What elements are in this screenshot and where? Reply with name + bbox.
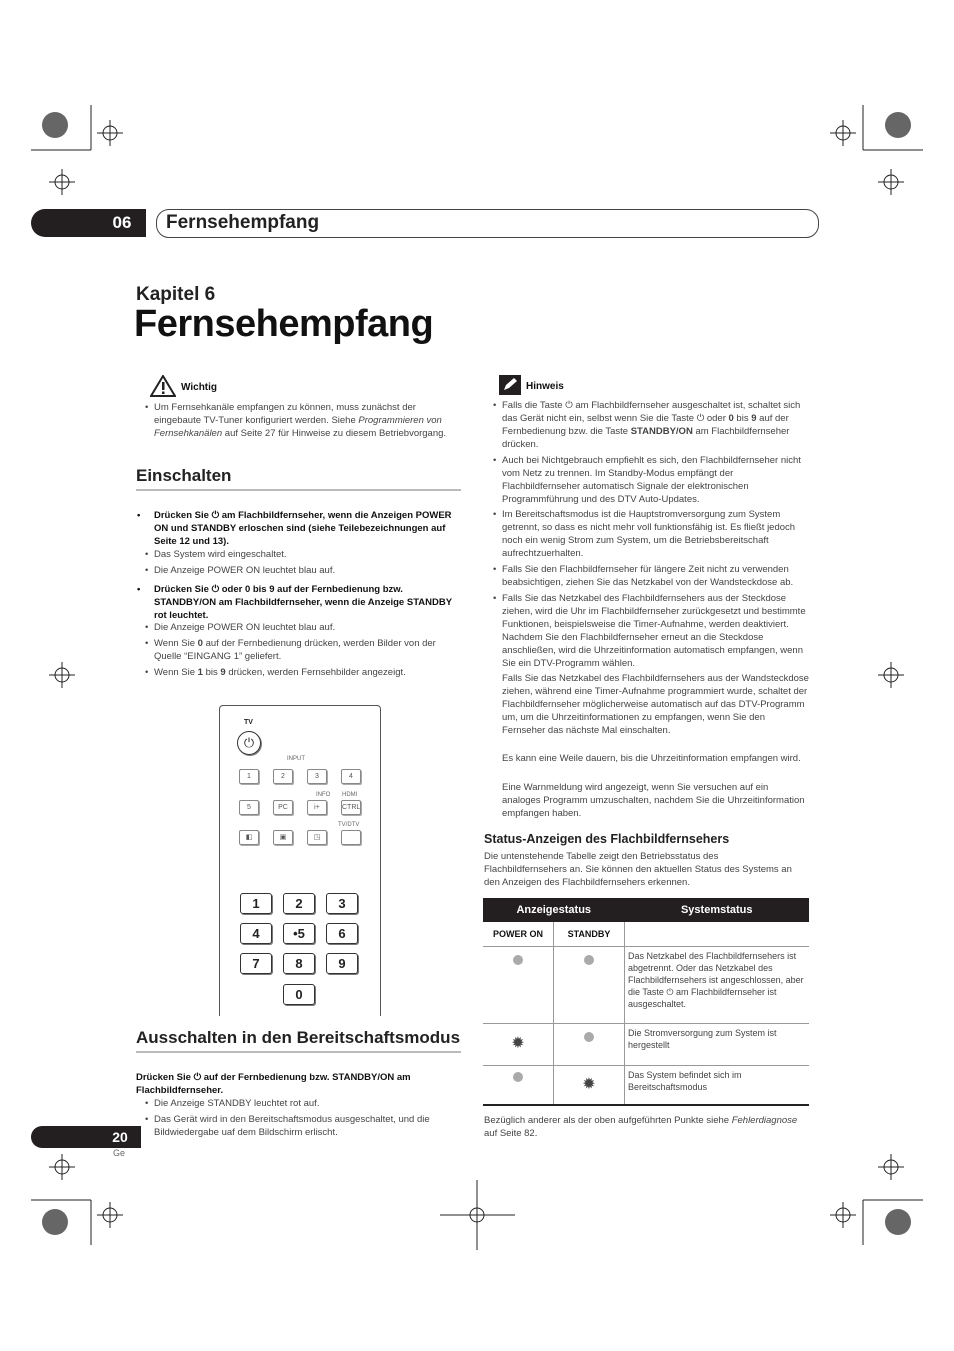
important-text: • Um Fernsehkanäle empfangen zu können, muss zunächst der eingebaute TV-Tuner konfiguriert werden. Siehe Programmieren von Fernsehkanälen auf Seite 27 für Hinweise zu diesem Betriebvorgang.	[154, 401, 459, 440]
page-title: Fernsehempfang	[134, 303, 434, 345]
indicator-off-icon	[513, 1072, 523, 1082]
list-item: • Im Bereitschaftsmodus ist die Hauptstromversorgung zum System getrennt, so dass es nicht mehr voll funktionsfähig ist. Es fließt jedoch noch ein wenig Strom zum System, um die Betriebsbereitschaft aufrechtzuerhalten.	[502, 508, 809, 560]
page-number: 20	[112, 1129, 128, 1145]
section-title-einschalten: Einschalten	[136, 466, 232, 485]
input-5-button[interactable]: 5	[239, 800, 259, 815]
status-desc: Die Stromversorgung zum System ist hergestellt	[625, 1023, 810, 1065]
table-footer: Bezüglich anderer als der oben aufgeführten Punkte siehe Fehlerdiagnose auf Seite 82.	[484, 1115, 798, 1139]
list-item: • Falls Sie das Netzkabel des Flachbildfernsehers aus der Steckdose ziehen, wird die Uhr im Flachbildfernseher zurückgesetzt und bestimmte Funktionen, beispielsweise die Timer-Aufnahme, werden deaktiviert. Nachdem Sie den Flachbildfernseher erneut an die Steckdose anschließen, wird die Uhrzeitinformation automatisch empfangen, wenn Sie ein DTV-Programm wählen.	[502, 592, 809, 670]
step-1: • Drücken Sie ⏻ am Flachbildfernseher, wenn die Anzeigen POWER ON und STANDBY erloschen sind (siehe Teilebezeichnungen auf Seite 12 und 13).	[137, 510, 452, 547]
status-desc: Das System befindet sich im Bereitschaftsmodus	[625, 1065, 810, 1105]
important-label: Wichtig	[181, 382, 218, 393]
list-item: • Die Anzeige STANDBY leuchtet rot auf.	[154, 1097, 454, 1110]
input-1-button[interactable]: 1	[239, 769, 259, 784]
power-button[interactable]: ⏻	[237, 731, 261, 755]
number-7-button[interactable]: 7	[240, 953, 272, 974]
remote-control-illustration	[219, 705, 381, 1016]
subpicture-button[interactable]: ◳	[307, 830, 327, 845]
hdmi-ctrl-button[interactable]: CTRL	[341, 800, 361, 815]
indicator-off-icon	[513, 955, 523, 965]
list-item: • Wenn Sie 0 auf der Fernbedienung drücken, werden Bilder von der Quelle “EINGANG 1” geliefert.	[154, 637, 460, 663]
table-row	[483, 946, 809, 1023]
number-1-button[interactable]: 1	[240, 893, 272, 914]
col-system: Systemstatus	[625, 898, 810, 922]
section-rule	[136, 489, 461, 491]
list-item: • Auch bei Nichtgebrauch empfiehlt es sich, den Flachbildfernseher nicht vom Netz zu trennen. Im Standby-Modus empfängt der Flachbildfernseher automatisch Signale der elektronischen Programmführung und des DTV Auto-Updates.	[502, 454, 809, 506]
page-language: Ge	[113, 1148, 126, 1158]
chapter-label: Kapitel 6	[136, 284, 216, 305]
tvdtv-button[interactable]	[341, 830, 361, 845]
list-item: • Falls die Taste ⏻ am Flachbildfernseher ausgeschaltet ist, schaltet sich das Gerät nicht ein, selbst wenn Sie die Taste ⏻ oder 0 bis 9 auf der Fernbedienung bzw. die Taste STANDBY/ON am Flachbildfernseher drücken.	[502, 399, 809, 451]
input-label: INPUT	[287, 756, 305, 762]
paragraph: Falls Sie das Netzkabel des Flachbildfernsehers aus der Wandsteckdose ziehen, während eine Timer-Aufnahme programmiert wurde, schaltet der Flachbildfernseher möglicherweise automatisch auf das DTV-Programm um, um die Uhrzeitinformationen zu empfangen, wenn Sie den Fernseher das nächste Mal einschalten.	[502, 673, 809, 736]
input-4-button[interactable]: 4	[341, 769, 361, 784]
indicator-on-icon: ✹	[483, 1023, 554, 1065]
power-icon: ⏻	[565, 400, 573, 411]
list-item: • Die Anzeige POWER ON leuchtet blau auf.	[154, 621, 454, 634]
paragraph: Eine Warnmeldung wird angezeigt, wenn Sie versuchen auf ein analoges Programm umzuschalten, nachdem Sie die Uhrzeitinformation empfangen haben.	[502, 782, 805, 819]
list-item: • Das Gerät wird in den Bereitschaftsmodus ausgeschaltet, und die Bildwiedergabe uaf dem Bildschirm erlischt.	[154, 1113, 460, 1139]
section-title-ausschalten: Ausschalten in den Bereitschaftsmodus	[136, 1028, 461, 1047]
note-icon	[499, 375, 521, 395]
power-icon: ⏻	[211, 584, 220, 595]
list-item: • Die Anzeige POWER ON leuchtet blau auf.	[154, 564, 454, 577]
col-indicator: Anzeigestatus	[483, 898, 625, 922]
status-desc: Das Netzkabel des Flachbildfernsehers ist abgetrennt. Oder das Netzkabel des Flachbildfernsehers ist angeschlossen, aber die Taste ⏻ am Flachbildfernseher ist ausgeschaltet.	[625, 946, 810, 1023]
tvdtv-label: TV/DTV	[338, 822, 360, 828]
indicator-off-icon	[584, 1032, 594, 1042]
pc-button[interactable]: PC	[273, 800, 293, 815]
status-title: Status-Anzeigen des Flachbildfernsehers	[484, 832, 730, 846]
paragraph: Es kann eine Weile dauern, bis die Uhrzeitinformation empfangen wird.	[502, 753, 801, 764]
sub-standby: STANDBY	[554, 922, 625, 946]
input-3-button[interactable]: 3	[307, 769, 327, 784]
number-4-button[interactable]: 4	[240, 923, 272, 944]
power-icon: ⏻	[211, 510, 220, 521]
number-8-button[interactable]: 8	[283, 953, 315, 974]
status-table	[483, 898, 809, 1106]
power-icon: ⏻	[696, 413, 705, 424]
hdmi-label: HDMI	[342, 792, 358, 798]
section-rule	[136, 1051, 461, 1053]
tv-label: TV	[244, 719, 253, 726]
sub-power: POWER ON	[483, 922, 554, 946]
indicator-off-icon	[584, 955, 594, 965]
input-2-button[interactable]: 2	[273, 769, 293, 784]
step-2: • Drücken Sie ⏻ oder 0 bis 9 auf der Fernbedienung bzw. STANDBY/ON am Flachbildfernseher, wenn die Anzeige STANDBY rot leuchtet.	[137, 584, 452, 621]
number-6-button[interactable]: 6	[326, 923, 358, 944]
warning-icon	[150, 375, 176, 397]
indicator-on-icon: ✹	[554, 1065, 625, 1105]
list-item: • Falls Sie den Flachbildfernseher für längere Zeit nicht zu verwenden beabsichtigen, ziehen Sie das Netzkabel von der Wandsteckdose ab.	[502, 563, 809, 589]
number-5-button[interactable]: •5	[283, 923, 315, 944]
list-item: • Das System wird eingeschaltet.	[154, 548, 454, 561]
info-label: INFO	[316, 792, 331, 798]
hinweis-label: Hinweis	[526, 381, 564, 392]
info-button[interactable]: i+	[307, 800, 327, 815]
number-2-button[interactable]: 2	[283, 893, 315, 914]
screen-size-button[interactable]: ◧	[239, 830, 259, 845]
list-item: • Wenn Sie 1 bis 9 drücken, werden Fernsehbilder angezeigt.	[154, 666, 460, 679]
number-3-button[interactable]: 3	[326, 893, 358, 914]
power-icon: ⏻	[193, 1072, 202, 1083]
table-row	[483, 1023, 809, 1065]
freeze-button[interactable]: ▣	[273, 830, 293, 845]
table-row	[483, 1065, 809, 1105]
ausschalten-step: Drücken Sie ⏻ auf der Fernbedienung bzw. STANDBY/ON am Flachbildfernseher.	[136, 1072, 411, 1096]
number-0-button[interactable]: 0	[283, 984, 315, 1005]
chapter-number: 06	[112, 213, 132, 232]
status-intro: Die untenstehende Tabelle zeigt den Betriebsstatus des Flachbildfernsehers an. Sie können den aktuellen Status des Systems an den Anzeigen des Flachbildfernsehers erkennen.	[484, 851, 792, 888]
number-9-button[interactable]: 9	[326, 953, 358, 974]
chapter-title: Fernsehempfang	[166, 212, 320, 233]
power-icon: ⏻	[666, 986, 674, 997]
